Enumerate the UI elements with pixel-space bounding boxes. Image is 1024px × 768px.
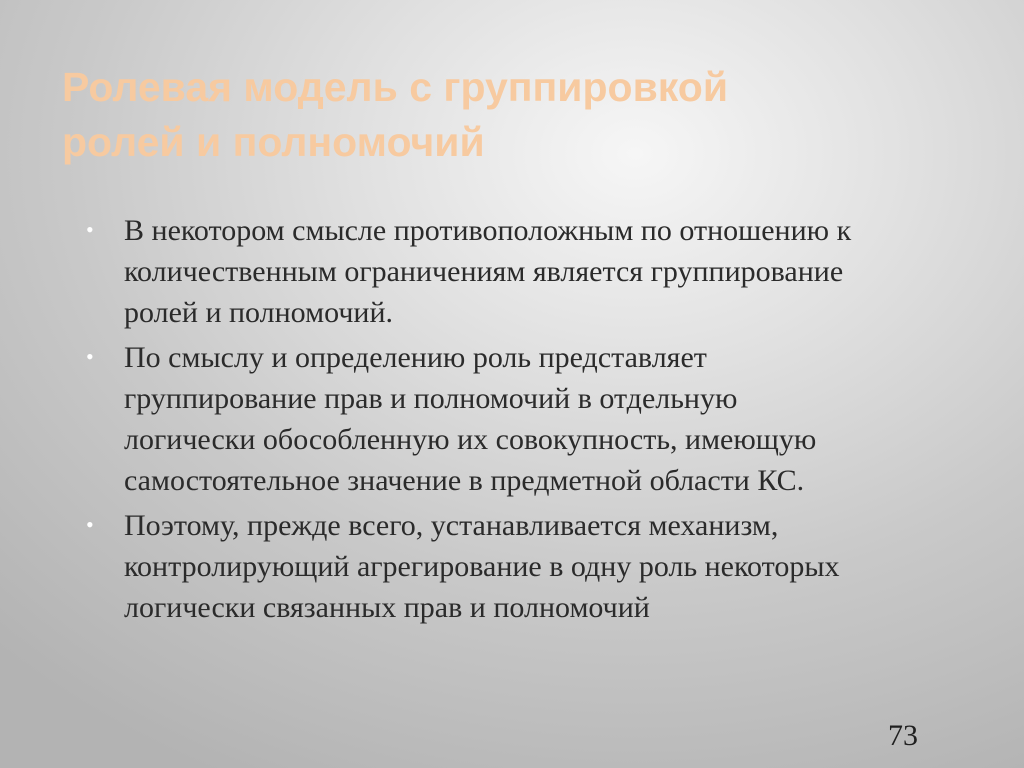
bullet-text-line: количественным ограничениям является группирование	[124, 255, 844, 288]
bullet-text	[124, 505, 966, 628]
bullet-list	[86, 210, 966, 632]
bullet-text-line: Поэтому, прежде всего, устанавливается механизм,	[124, 509, 779, 542]
page-number: 73	[888, 719, 918, 752]
bullet-item	[86, 505, 966, 628]
bullet-text-line: логически связанных прав и полномочий	[124, 591, 650, 624]
bullet-dot-icon: •	[86, 344, 94, 369]
bullet-text-line: контролирующий агрегирование в одну роль некоторых	[124, 550, 840, 583]
bullet-text-line: По смыслу и определению роль представляет	[124, 341, 707, 374]
bullet-text-line: ролей и полномочий.	[124, 296, 394, 329]
bullet-text-line: группирование прав и полномочий в отдельную	[124, 382, 738, 415]
bullet-dot-icon: •	[86, 217, 94, 242]
slide-title-line: ролей и полномочий	[62, 119, 485, 165]
bullet-text-line: самостоятельное значение в предметной области КС.	[124, 464, 805, 497]
slide-title-line: Ролевая модель с группировкой	[62, 64, 729, 110]
bullet-dot-icon: •	[86, 512, 94, 537]
bullet-text-line: логически обособленную их совокупность, имеющую	[124, 423, 817, 456]
bullet-text-line: В некотором смысле противоположным по отношению к	[124, 214, 852, 247]
bullet-item	[86, 210, 966, 333]
bullet-text	[124, 210, 966, 333]
bullet-text	[124, 337, 966, 501]
bullet-item	[86, 337, 966, 501]
slide-title	[62, 60, 962, 170]
